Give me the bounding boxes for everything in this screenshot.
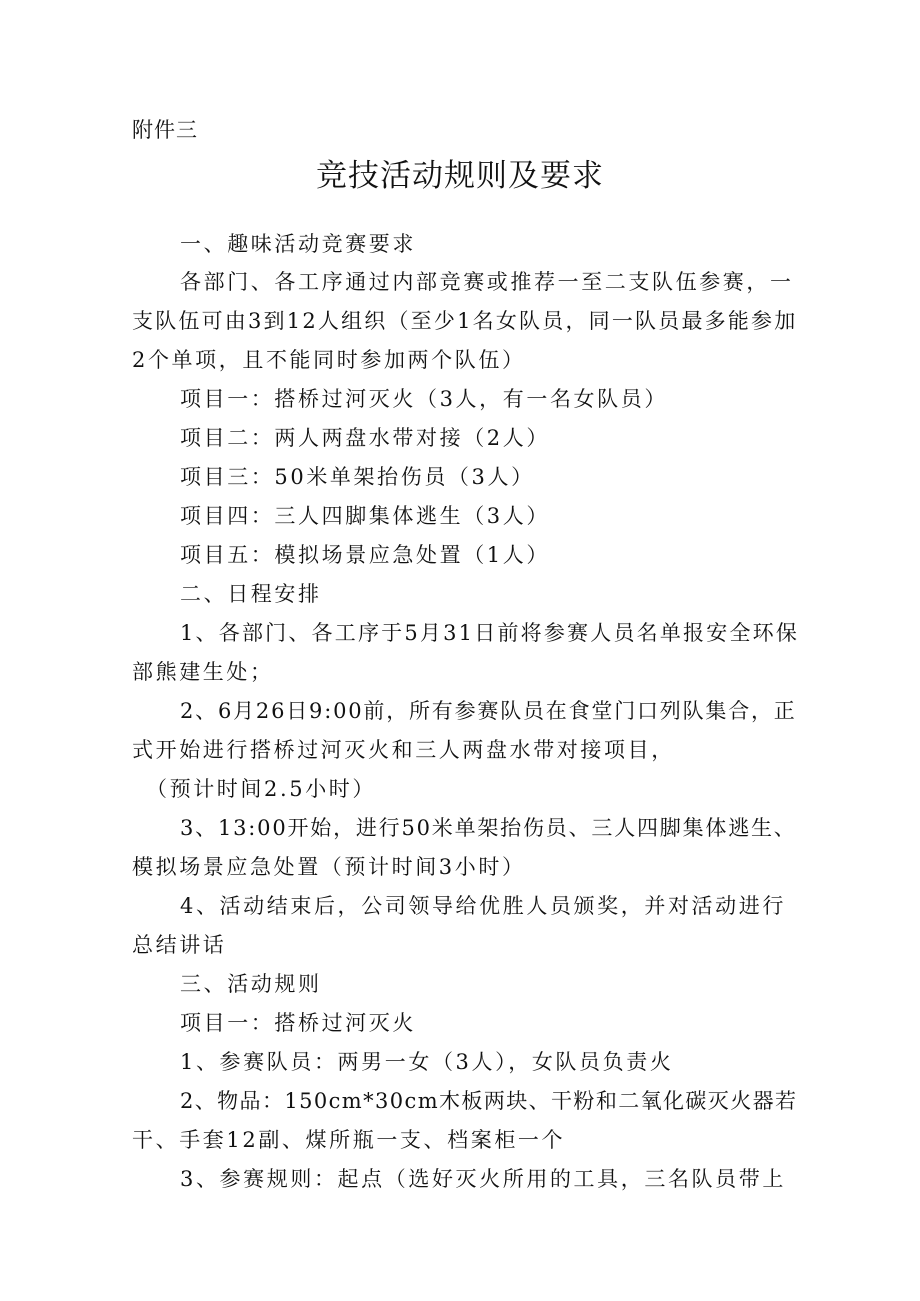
- paragraph-line: 2个单项，且不能同时参加两个队伍）: [132, 348, 526, 372]
- paragraph-line: 式开始进行搭桥过河灭火和三人两盘水带对接项目，: [132, 738, 675, 762]
- list-item: 项目一：搭桥过河灭火（3人，有一名女队员）: [180, 387, 668, 411]
- section-heading-3: 三、活动规则: [180, 972, 322, 996]
- section-heading-2: 二、日程安排: [180, 582, 322, 606]
- paragraph-line: 2、6月26日9:00前，所有参赛队员在食堂门口列队集合，正: [180, 699, 797, 723]
- paragraph-line: 部熊建生处；: [132, 660, 274, 684]
- paragraph-line: 1、参赛队员：两男一女（3人），女队员负责火: [180, 1050, 674, 1074]
- paragraph-line: 1、各部门、各工序于5月31日前将参赛人员名单报安全环保: [180, 621, 800, 645]
- paragraph-line: （预计时间2.5小时）: [146, 777, 376, 801]
- paragraph-line: 各部门、各工序通过内部竞赛或推荐一至二支队伍参赛，一: [180, 270, 794, 294]
- paragraph-line: 支队伍可由3到12人组织（至少1名女队员，同一队员最多能参加: [132, 309, 798, 333]
- paragraph-line: 总结讲话: [132, 933, 227, 957]
- paragraph-line: 3、13:00开始，进行50米单架抬伤员、三人四脚集体逃生、: [180, 816, 797, 840]
- list-item: 项目五：模拟场景应急处置（1人）: [180, 543, 550, 567]
- attachment-label: 附件三: [132, 118, 198, 142]
- paragraph-line: 模拟场景应急处置（预计时间3小时）: [132, 855, 526, 879]
- section-heading-1: 一、趣味活动竞赛要求: [180, 232, 416, 256]
- paragraph-line: 3、参赛规则：起点（选好灭火所用的工具，三名队员带上: [180, 1167, 786, 1191]
- paragraph-line: 2、物品：150cm*30cm木板两块、干粉和二氧化碳灭火器若: [180, 1089, 798, 1113]
- paragraph-line: 4、活动结束后，公司领导给优胜人员颁奖，并对活动进行: [180, 894, 786, 918]
- page-title: 竞技活动规则及要求: [316, 158, 604, 194]
- list-item: 项目四：三人四脚集体逃生（3人）: [180, 504, 550, 528]
- list-item: 项目三：50米单架抬伤员（3人）: [180, 465, 535, 489]
- list-item: 项目二：两人两盘水带对接（2人）: [180, 426, 550, 450]
- paragraph-line: 干、手套12副、煤所瓶一支、档案柜一个: [132, 1128, 566, 1152]
- subsection-heading: 项目一：搭桥过河灭火: [180, 1011, 416, 1035]
